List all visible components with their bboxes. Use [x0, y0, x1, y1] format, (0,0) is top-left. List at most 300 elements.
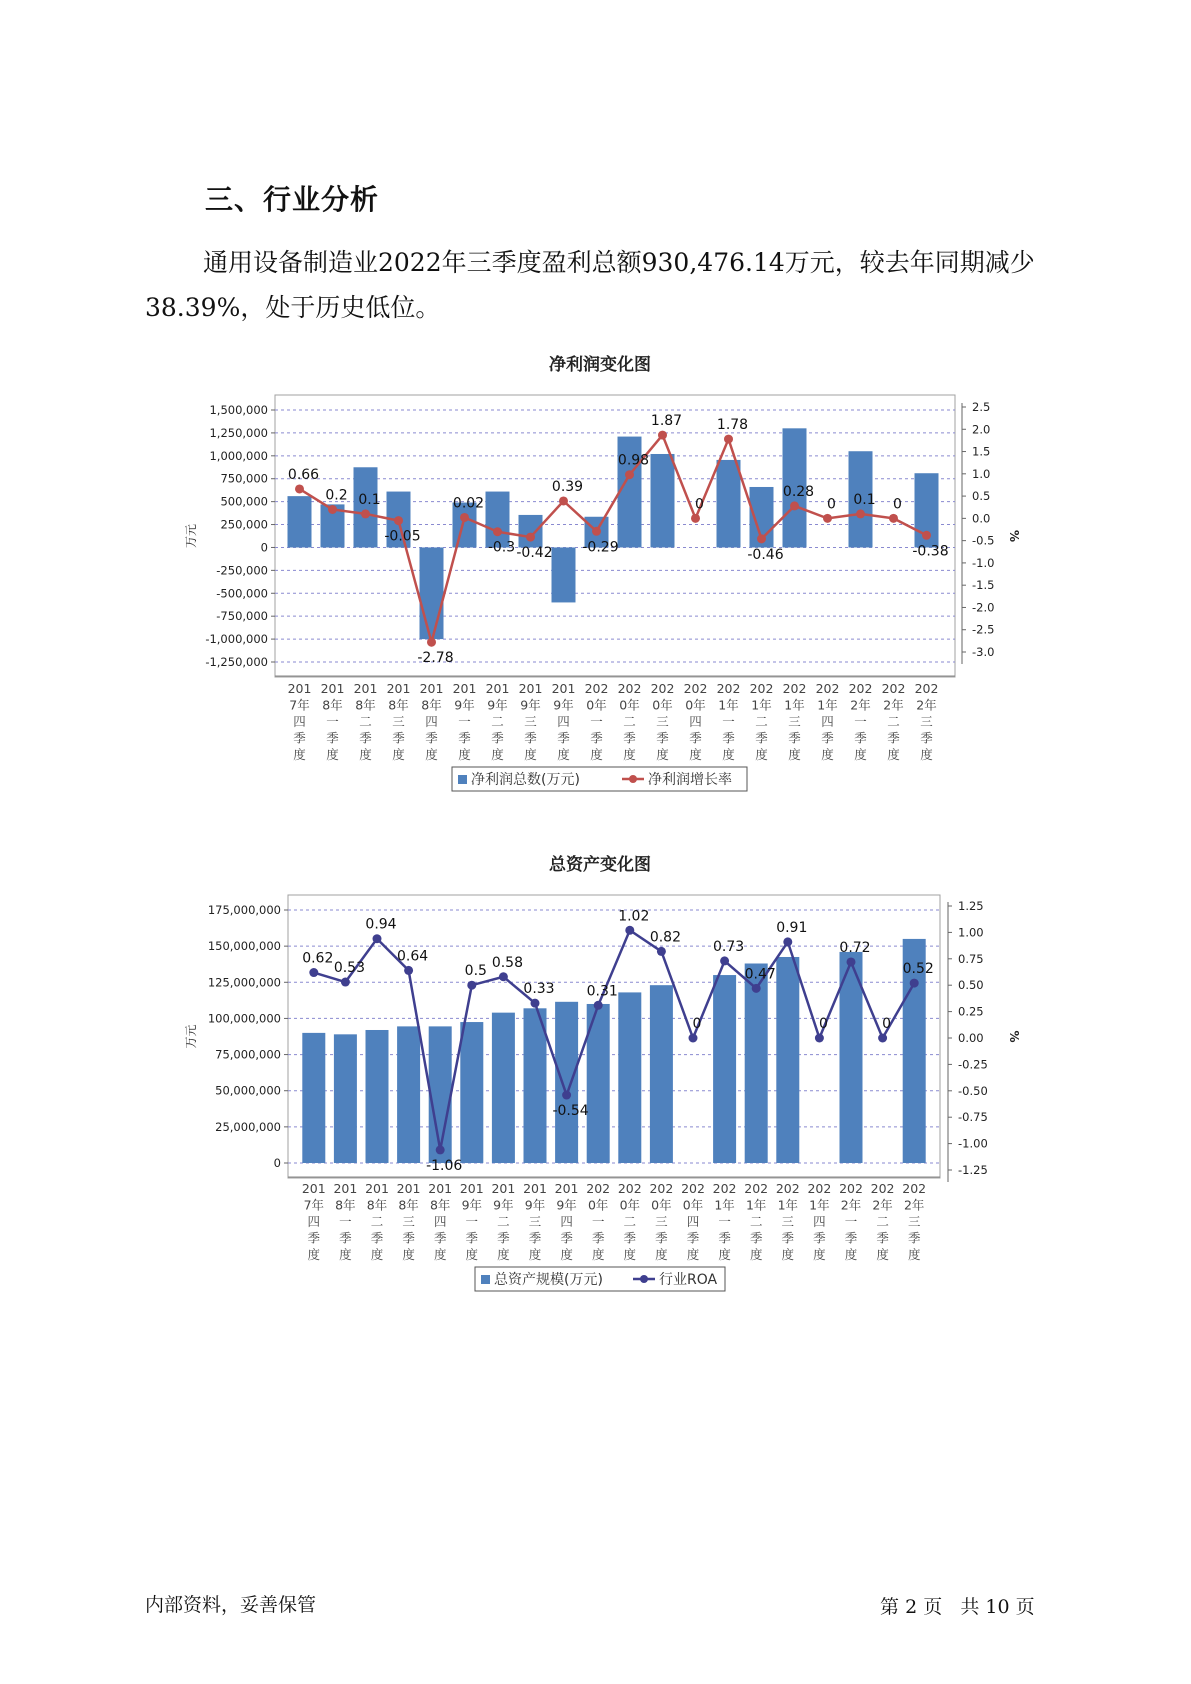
x-tick-label: 2年 [840, 1197, 862, 1213]
line-point [889, 514, 898, 523]
y2-tick-label: -0.75 [958, 1110, 988, 1125]
x-tick-label: 度 [497, 1247, 510, 1262]
data-label: -0.3 [487, 539, 516, 556]
data-label: 0.33 [523, 981, 555, 998]
x-tick-label: 201 [287, 681, 312, 696]
line-point [493, 527, 502, 536]
line-point [815, 1034, 824, 1043]
x-tick-label: 8年 [355, 697, 376, 713]
x-tick-label: 季 [755, 730, 768, 746]
bar [717, 460, 741, 548]
y-tick-label: 150,000,000 [207, 939, 281, 954]
bar [713, 975, 736, 1163]
x-tick-label: 一 [722, 714, 735, 729]
y-tick-label: 0 [260, 540, 268, 555]
data-label: 0.62 [302, 950, 334, 967]
x-tick-label: 度 [623, 747, 636, 762]
y2-tick-label: 0.5 [972, 489, 991, 504]
net-profit-chart [0, 350, 1191, 790]
x-tick-label: 季 [392, 730, 405, 746]
x-tick-label: 202 [870, 1181, 895, 1196]
legend-bar-swatch [481, 1275, 490, 1284]
x-tick-label: 度 [528, 1247, 542, 1262]
data-label: 0.53 [333, 960, 365, 977]
x-tick-label: 度 [781, 1247, 795, 1262]
x-tick-label: 度 [686, 1247, 700, 1262]
y-tick-label: 50,000,000 [215, 1083, 281, 1098]
x-tick-label: 季 [686, 1230, 700, 1246]
bar [745, 963, 768, 1163]
x-tick-label: 季 [788, 730, 801, 746]
data-label: 0.02 [452, 495, 485, 512]
data-label: 0.47 [744, 966, 776, 983]
data-label: 0.31 [586, 983, 618, 1000]
x-tick-label: 度 [590, 747, 603, 762]
x-tick-label: 度 [907, 1247, 921, 1262]
x-tick-label: 二 [876, 1214, 889, 1229]
x-tick-label: 202 [617, 1181, 642, 1196]
x-tick-label: 四 [560, 1214, 573, 1229]
x-tick-label: 202 [744, 1181, 769, 1196]
x-tick-label: 度 [293, 747, 306, 762]
line-point [436, 1145, 445, 1154]
data-label: 0.91 [776, 919, 808, 936]
line-point [361, 509, 370, 518]
x-tick-label: 202 [902, 1181, 927, 1196]
x-tick-label: 季 [749, 1230, 763, 1246]
x-tick-label: 季 [402, 1230, 415, 1246]
legend-bar-label: 总资产规模(万元) [494, 1272, 603, 1288]
line-point [757, 534, 766, 543]
y-tick-label: -1,000,000 [205, 632, 268, 647]
y-tick-label: 250,000 [220, 517, 268, 532]
x-tick-label: 季 [590, 730, 603, 746]
y2-axis-label: % [1007, 1030, 1021, 1043]
y2-tick-label: 0.00 [958, 1031, 984, 1045]
bar [334, 1034, 357, 1163]
x-tick-label: 四 [557, 714, 570, 729]
line-point [691, 514, 700, 523]
x-tick-label: 8年 [398, 1197, 419, 1213]
data-label: 0.5 [464, 963, 487, 980]
bar [552, 547, 576, 602]
x-tick-label: 度 [689, 747, 702, 762]
x-tick-label: 202 [584, 681, 609, 696]
bar [492, 1013, 515, 1163]
x-tick-label: 9年 [520, 697, 541, 713]
page-prefix: 第 [880, 1596, 900, 1618]
data-label: 0.72 [839, 939, 871, 956]
y-tick-label: -750,000 [216, 609, 268, 624]
x-tick-label: 季 [854, 730, 867, 746]
line-point [427, 638, 436, 647]
x-tick-label: 季 [465, 1230, 479, 1246]
line-point [341, 978, 350, 987]
x-tick-label: 三 [524, 714, 537, 729]
y-tick-label: 1,000,000 [209, 448, 268, 463]
x-tick-label: 0年 [619, 697, 640, 713]
line-point [856, 509, 865, 518]
data-label: 0 [882, 1016, 892, 1032]
line-point [531, 999, 540, 1008]
x-tick-label: 0年 [587, 1197, 609, 1213]
data-label: 0.66 [287, 466, 320, 483]
x-tick-label: 三 [402, 1214, 415, 1229]
x-tick-label: 202 [881, 681, 906, 696]
y2-tick-label: -0.5 [972, 533, 995, 548]
x-tick-label: 二 [887, 714, 900, 729]
x-tick-label: 度 [524, 747, 537, 762]
x-tick-label: 四 [433, 1214, 447, 1229]
x-tick-label: 三 [655, 1214, 668, 1229]
line-point [657, 947, 666, 956]
line-point [328, 505, 337, 514]
line-point [625, 926, 634, 935]
x-tick-label: 度 [425, 747, 438, 762]
x-tick-label: 202 [782, 681, 807, 696]
y-tick-label: 175,000,000 [207, 903, 281, 917]
line-point [625, 470, 634, 479]
data-label: 0.98 [617, 452, 650, 469]
line-point [460, 513, 469, 522]
x-tick-label: 度 [655, 1247, 668, 1262]
line-point [720, 956, 729, 965]
data-label: -0.54 [552, 1103, 589, 1120]
data-label: 0.2 [325, 487, 348, 504]
data-label: -2.78 [417, 650, 454, 667]
section-heading: 三、行业分析 [205, 183, 380, 216]
x-tick-label: 1年 [777, 1197, 799, 1213]
x-tick-label: 季 [293, 730, 306, 746]
data-label: 0.94 [365, 916, 397, 933]
y-tick-label: 1,500,000 [209, 403, 268, 417]
x-tick-label: 9年 [553, 697, 574, 713]
x-tick-label: 四 [293, 714, 306, 729]
x-tick-label: 四 [686, 1214, 700, 1229]
y2-tick-label: 1.00 [958, 925, 984, 940]
x-tick-label: 季 [907, 1230, 921, 1246]
total-prefix: 共 [960, 1596, 980, 1618]
x-tick-label: 201 [551, 681, 576, 696]
line-point [467, 981, 476, 990]
y2-tick-label: -1.00 [958, 1136, 988, 1151]
y-tick-label: 750,000 [220, 471, 268, 486]
x-tick-label: 三 [920, 714, 933, 729]
x-tick-label: 202 [649, 1181, 674, 1196]
x-tick-label: 季 [370, 1230, 384, 1246]
x-tick-label: 季 [425, 730, 438, 746]
x-tick-label: 8年 [388, 697, 409, 713]
bar [650, 985, 673, 1163]
x-tick-label: 201 [301, 1181, 326, 1196]
x-tick-label: 2年 [872, 1197, 893, 1213]
y2-tick-label: 2.0 [972, 422, 991, 437]
data-label: -0.29 [582, 539, 619, 556]
x-tick-label: 度 [557, 747, 570, 762]
bar [519, 515, 543, 548]
x-tick-label: 季 [528, 1230, 542, 1246]
x-tick-label: 一 [718, 1214, 731, 1229]
x-tick-label: 201 [491, 1181, 516, 1196]
x-tick-label: 季 [623, 730, 636, 746]
x-tick-label: 季 [491, 730, 504, 746]
y-tick-label: -250,000 [216, 563, 268, 578]
data-label: 1.87 [650, 413, 683, 430]
x-tick-label: 季 [722, 730, 735, 746]
x-tick-label: 四 [425, 714, 438, 729]
bar [429, 1026, 452, 1163]
x-tick-label: 201 [333, 1181, 358, 1196]
x-tick-label: 度 [755, 747, 768, 762]
x-tick-label: 季 [656, 730, 669, 746]
x-tick-label: 202 [712, 1181, 737, 1196]
x-tick-label: 8年 [429, 1197, 451, 1213]
bar [288, 496, 312, 547]
x-tick-label: 季 [623, 1230, 637, 1246]
legend-bar-label: 净利润总数(万元) [471, 772, 580, 788]
data-label: -0.42 [516, 545, 553, 562]
data-label: 0.52 [902, 961, 934, 978]
x-tick-label: 1年 [817, 697, 838, 713]
bar [366, 1030, 389, 1163]
x-tick-label: 二 [749, 1214, 763, 1229]
x-tick-label: 202 [650, 681, 675, 696]
bar [651, 454, 675, 547]
analysis-paragraph [145, 240, 1050, 330]
line-point [562, 1091, 571, 1100]
line-point [592, 527, 601, 536]
x-tick-label: 度 [887, 747, 900, 762]
x-tick-label: 季 [557, 730, 570, 746]
x-tick-label: 度 [370, 1247, 384, 1262]
x-tick-label: 一 [844, 1214, 858, 1229]
data-label: 0.1 [358, 491, 381, 508]
y2-axis-label: % [1007, 529, 1021, 543]
x-tick-label: 201 [353, 681, 378, 696]
x-tick-label: 度 [821, 747, 834, 762]
y2-tick-label: 1.0 [972, 466, 991, 481]
data-label: 0.28 [782, 483, 815, 500]
data-label: 0.58 [491, 954, 523, 971]
data-label: 0 [695, 496, 704, 513]
chart-title: 净利润变化图 [549, 355, 651, 375]
line-point [658, 431, 667, 440]
x-tick-label: 9年 [524, 1197, 546, 1213]
y-tick-label: 500,000 [220, 494, 268, 509]
total-pages: 10 [985, 1596, 1010, 1618]
x-tick-label: 1年 [751, 697, 772, 713]
x-tick-label: 度 [920, 747, 933, 762]
y-tick-label: 1,250,000 [209, 425, 268, 440]
line-point [910, 979, 919, 988]
x-tick-label: 三 [392, 714, 405, 729]
data-label: -0.05 [384, 528, 421, 545]
y2-tick-label: -2.0 [972, 600, 995, 615]
line-point [559, 496, 568, 505]
legend-line-label: 净利润增长率 [648, 772, 732, 788]
y2-tick-label: -1.25 [958, 1163, 988, 1177]
y-axis-label: 万元 [184, 523, 198, 549]
page-number: 2 [905, 1596, 918, 1618]
y2-tick-label: -3.0 [972, 645, 995, 659]
x-tick-label: 度 [749, 1247, 763, 1262]
y-axis-label: 万元 [184, 1024, 198, 1049]
x-tick-label: 度 [433, 1247, 447, 1262]
x-tick-label: 8年 [335, 1197, 356, 1213]
data-label: 0.64 [397, 948, 429, 965]
x-tick-label: 季 [524, 730, 537, 746]
x-tick-label: 度 [465, 1247, 479, 1262]
x-tick-label: 季 [718, 1230, 731, 1246]
line-point [783, 937, 792, 946]
x-tick-label: 202 [775, 1181, 800, 1196]
x-tick-label: 季 [920, 730, 933, 746]
x-tick-label: 度 [326, 747, 339, 762]
x-tick-label: 二 [491, 714, 504, 729]
x-tick-label: 季 [781, 1230, 795, 1246]
line-point [499, 972, 508, 981]
line-point [404, 966, 413, 975]
y-tick-label: 25,000,000 [215, 1119, 281, 1134]
x-tick-label: 202 [716, 681, 741, 696]
x-tick-label: 2年 [916, 697, 937, 713]
data-label: 0 [818, 1016, 828, 1032]
data-label: 0.73 [713, 938, 745, 955]
x-tick-label: 度 [458, 747, 471, 762]
x-tick-label: 8年 [421, 697, 442, 713]
data-label: 0 [827, 496, 836, 513]
x-tick-label: 季 [655, 1230, 668, 1246]
footer-page-info [880, 1592, 1035, 1619]
line-point [724, 435, 733, 444]
x-tick-label: 度 [788, 747, 801, 762]
x-tick-label: 度 [854, 747, 867, 762]
x-tick-label: 度 [718, 1247, 731, 1262]
y2-tick-label: 0.75 [958, 951, 984, 966]
line-point [847, 957, 856, 966]
x-tick-label: 9年 [556, 1197, 577, 1213]
total-assets-chart [0, 850, 1191, 1290]
y2-tick-label: 1.5 [972, 444, 991, 459]
x-tick-label: 度 [402, 1247, 415, 1262]
y2-tick-label: -0.25 [958, 1057, 988, 1072]
x-tick-label: 一 [591, 1214, 605, 1229]
line-point [878, 1034, 887, 1043]
x-tick-label: 202 [681, 1181, 705, 1196]
x-tick-label: 三 [788, 714, 801, 729]
x-tick-label: 季 [497, 1230, 510, 1246]
y2-tick-label: -1.5 [972, 578, 995, 593]
x-tick-label: 202 [586, 1181, 611, 1196]
x-tick-label: 二 [497, 1214, 510, 1229]
x-tick-label: 三 [781, 1214, 795, 1229]
bar [397, 1026, 420, 1163]
x-tick-label: 度 [722, 747, 735, 762]
y2-tick-label: 0.25 [958, 1004, 984, 1019]
x-tick-label: 1年 [745, 1197, 767, 1213]
x-tick-label: 201 [365, 1181, 389, 1196]
y2-tick-label: 1.25 [958, 899, 984, 913]
x-tick-label: 度 [844, 1247, 858, 1262]
x-tick-label: 202 [914, 681, 939, 696]
line-point [309, 968, 318, 977]
x-tick-label: 度 [392, 747, 405, 762]
x-tick-label: 201 [419, 681, 444, 696]
x-tick-label: 一 [458, 714, 471, 729]
legend-line-label: 行业ROA [659, 1272, 718, 1288]
x-tick-label: 1年 [714, 1197, 735, 1213]
x-tick-label: 202 [848, 681, 873, 696]
x-tick-label: 0年 [682, 1197, 704, 1213]
x-tick-label: 二 [623, 714, 636, 729]
x-tick-label: 一 [590, 714, 603, 729]
line-point [394, 516, 403, 525]
data-label: 1.78 [716, 417, 749, 434]
y-tick-label: -500,000 [216, 586, 268, 601]
x-tick-label: 四 [821, 714, 834, 729]
y2-tick-label: 0.0 [972, 511, 991, 526]
data-label: 0 [692, 1016, 702, 1032]
x-tick-label: 201 [554, 1181, 579, 1196]
x-tick-label: 三 [907, 1214, 921, 1229]
bar [460, 1022, 483, 1163]
x-tick-label: 季 [689, 730, 702, 746]
y-tick-label: 100,000,000 [207, 1011, 281, 1026]
x-tick-label: 1年 [718, 697, 739, 713]
x-tick-label: 度 [876, 1247, 889, 1262]
x-tick-label: 季 [326, 730, 339, 746]
x-tick-label: 201 [485, 681, 510, 696]
x-tick-label: 一 [854, 714, 867, 729]
line-point [594, 1001, 603, 1010]
line-point [823, 514, 832, 523]
x-tick-label: 0年 [651, 1197, 672, 1213]
data-label: -0.38 [912, 543, 949, 560]
data-label: -0.46 [747, 546, 784, 563]
x-tick-label: 9年 [493, 1197, 514, 1213]
x-tick-label: 四 [689, 714, 702, 729]
chart-title: 总资产变化图 [549, 855, 651, 875]
line-point [373, 934, 382, 943]
x-tick-label: 度 [359, 747, 372, 762]
x-tick-label: 三 [656, 714, 669, 729]
x-tick-label: 四 [307, 1214, 321, 1229]
x-tick-label: 201 [386, 681, 411, 696]
x-tick-label: 季 [813, 1230, 826, 1246]
x-tick-label: 一 [465, 1214, 479, 1229]
bar [420, 547, 444, 639]
x-tick-label: 度 [560, 1247, 573, 1262]
footer-confidential: 内部资料，妥善保管 [145, 1594, 317, 1616]
x-tick-label: 一 [339, 1214, 352, 1229]
page-suffix: 页 [923, 1596, 943, 1618]
line-point [752, 984, 761, 993]
x-tick-label: 季 [458, 730, 471, 746]
x-tick-label: 季 [359, 730, 372, 746]
x-tick-label: 度 [339, 1247, 352, 1262]
legend-line-marker [640, 1275, 648, 1283]
x-tick-label: 201 [518, 681, 543, 696]
x-tick-label: 202 [807, 1181, 832, 1196]
x-tick-label: 201 [459, 1181, 484, 1196]
x-tick-label: 四 [813, 1214, 826, 1229]
x-tick-label: 0年 [685, 697, 706, 713]
x-tick-label: 0年 [619, 1197, 641, 1213]
legend-bar-swatch [458, 775, 467, 784]
x-tick-label: 2年 [850, 697, 871, 713]
y2-tick-label: -1.0 [972, 555, 995, 570]
x-tick-label: 季 [433, 1230, 447, 1246]
